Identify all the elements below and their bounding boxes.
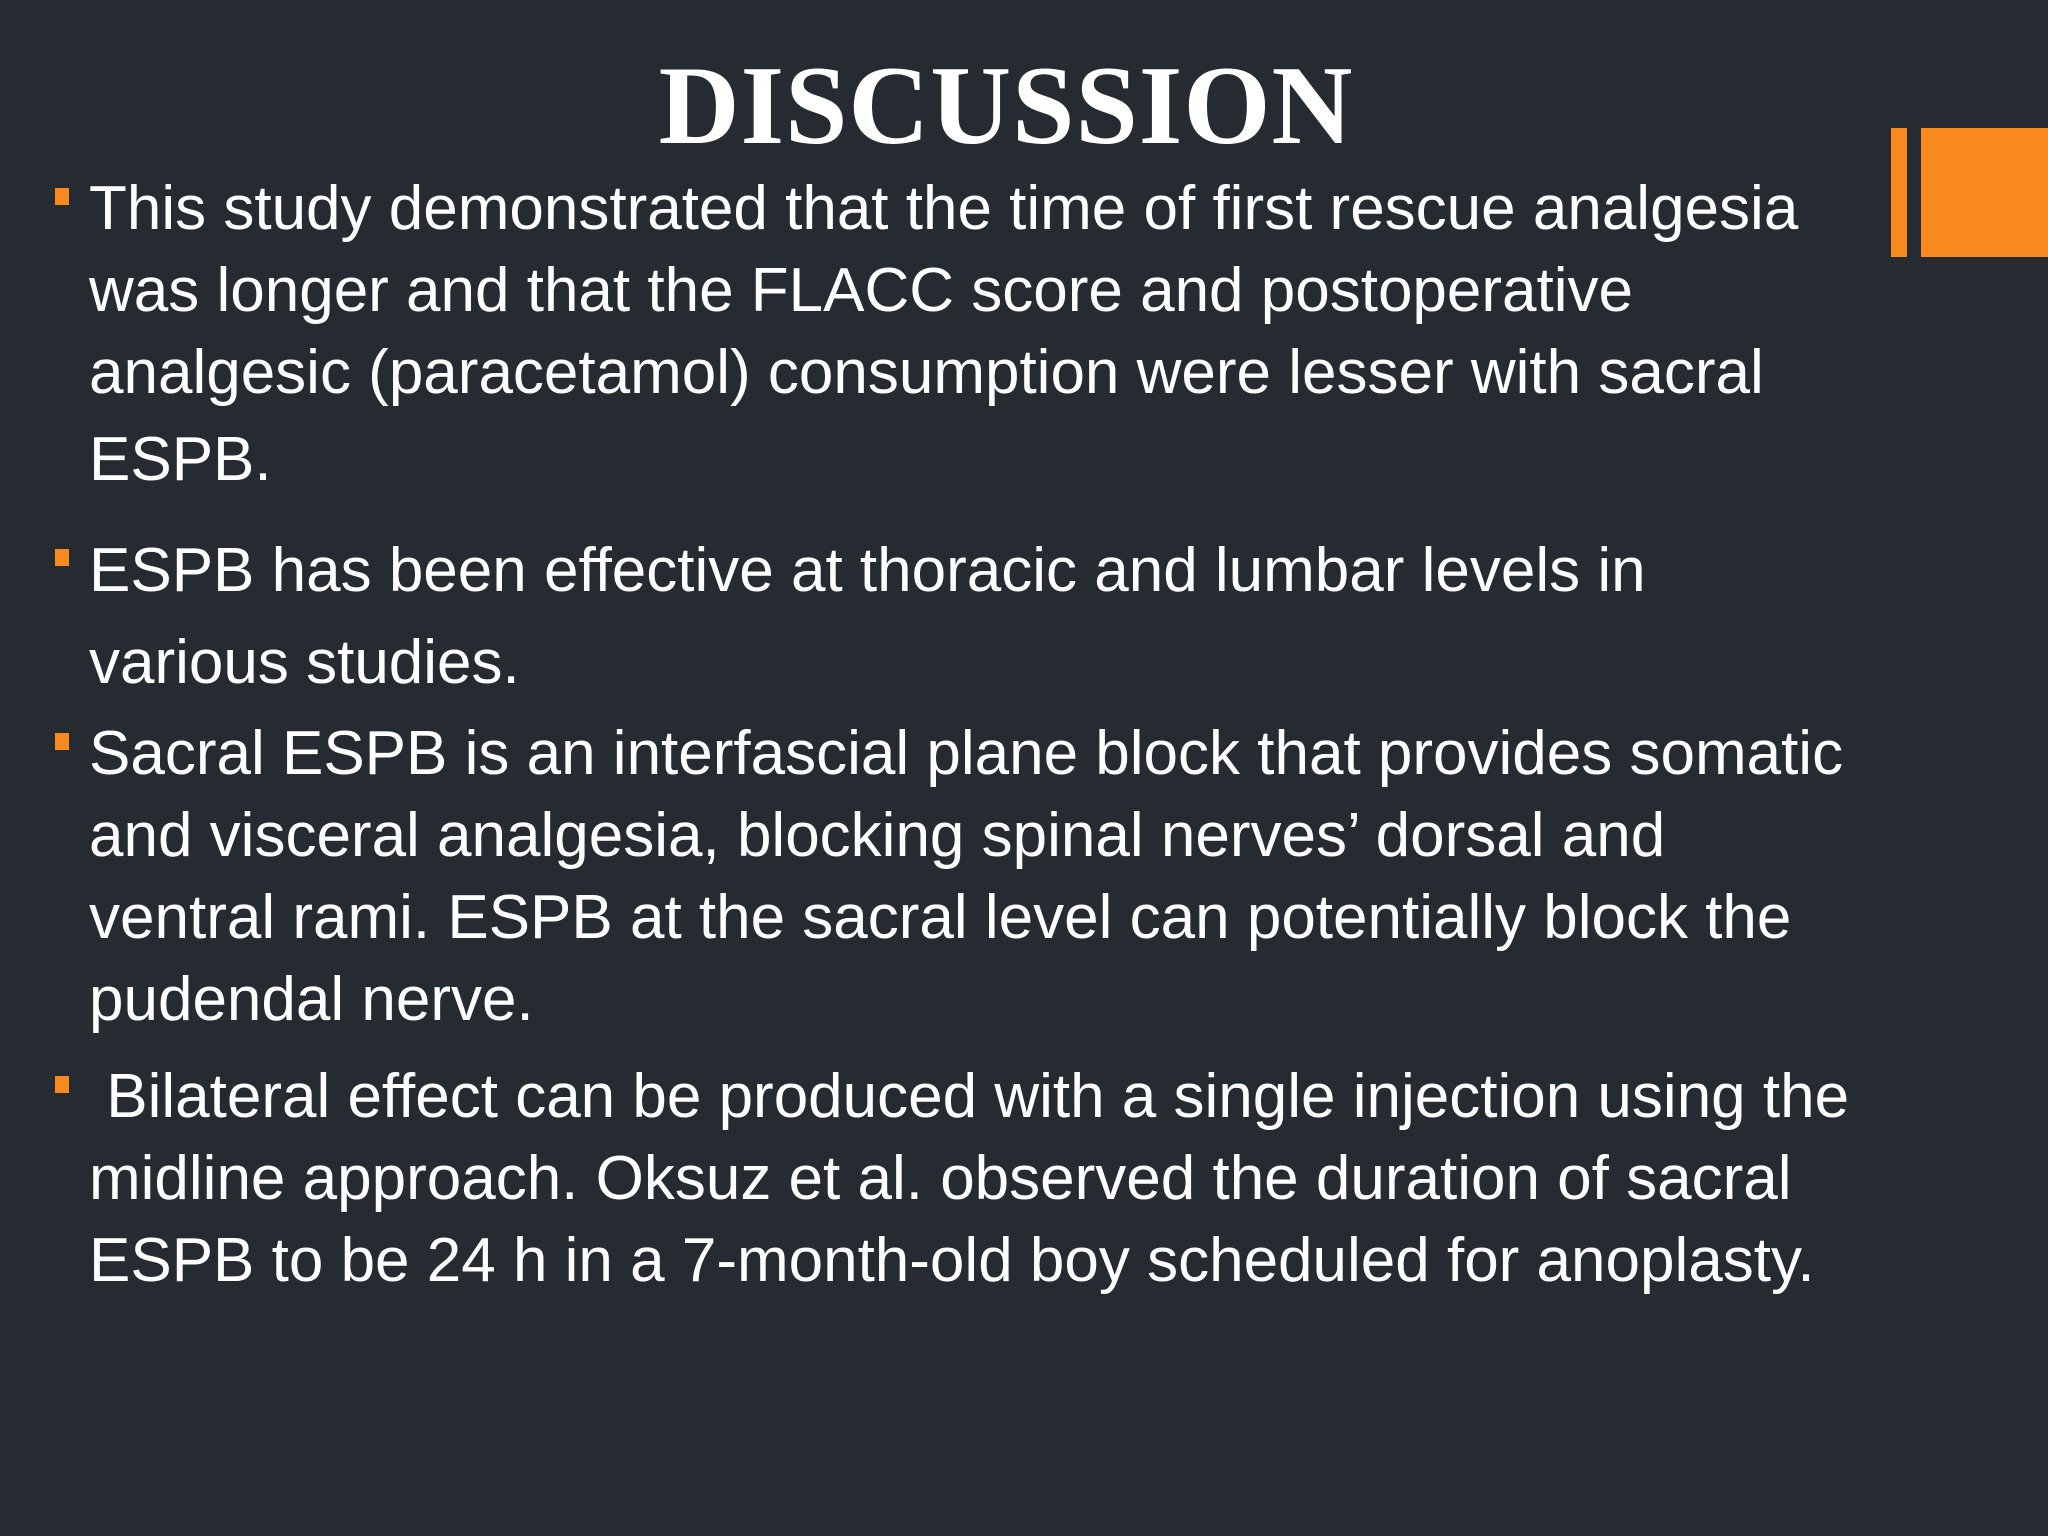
bullet-line: analgesic (paracetamol) consumption were lesser with sacral <box>89 338 1764 407</box>
bullet-line: was longer and that the FLACC score and postoperative <box>89 256 1634 325</box>
bullet-item-thoracic-lumbar <box>52 525 2048 709</box>
bullet-line: ESPB. <box>89 425 272 494</box>
bullet-line: ESPB to be 24 h in a 7-month-old boy scheduled for anoplasty. <box>89 1226 1815 1295</box>
bullet-line: pudendal nerve. <box>89 965 534 1034</box>
bullet-line: This study demonstrated that the time of first rescue analgesia <box>89 174 1799 243</box>
bullet-line: Sacral ESPB is an interfascial plane block that provides somatic <box>89 719 1844 788</box>
bullet-line: various studies. <box>89 628 520 697</box>
bullet-line: and visceral analgesia, blocking spinal nerves’ dorsal and <box>89 801 1666 870</box>
bullet-line: ESPB has been effective at thoracic and lumbar levels in <box>89 536 1646 605</box>
bullet-square-icon <box>55 733 69 750</box>
bullet-line: ventral rami. ESPB at the sacral level can potentially block the <box>89 883 1792 952</box>
bullet-square-icon <box>55 188 69 205</box>
bullet-square-icon <box>55 1076 69 1093</box>
bullet-item-sacral-espb <box>52 713 2048 1041</box>
bullet-item-bilateral-effect <box>52 1056 2048 1302</box>
bullet-item-rescue-analgesia <box>52 168 2048 506</box>
bullet-square-icon <box>55 549 69 566</box>
bullet-line: Bilateral effect can be produced with a single injection using the <box>89 1062 1850 1131</box>
slide-title: DISCUSSION <box>658 44 1354 168</box>
bullet-line: midline approach. Oksuz et al. observed the duration of sacral <box>89 1144 1792 1213</box>
